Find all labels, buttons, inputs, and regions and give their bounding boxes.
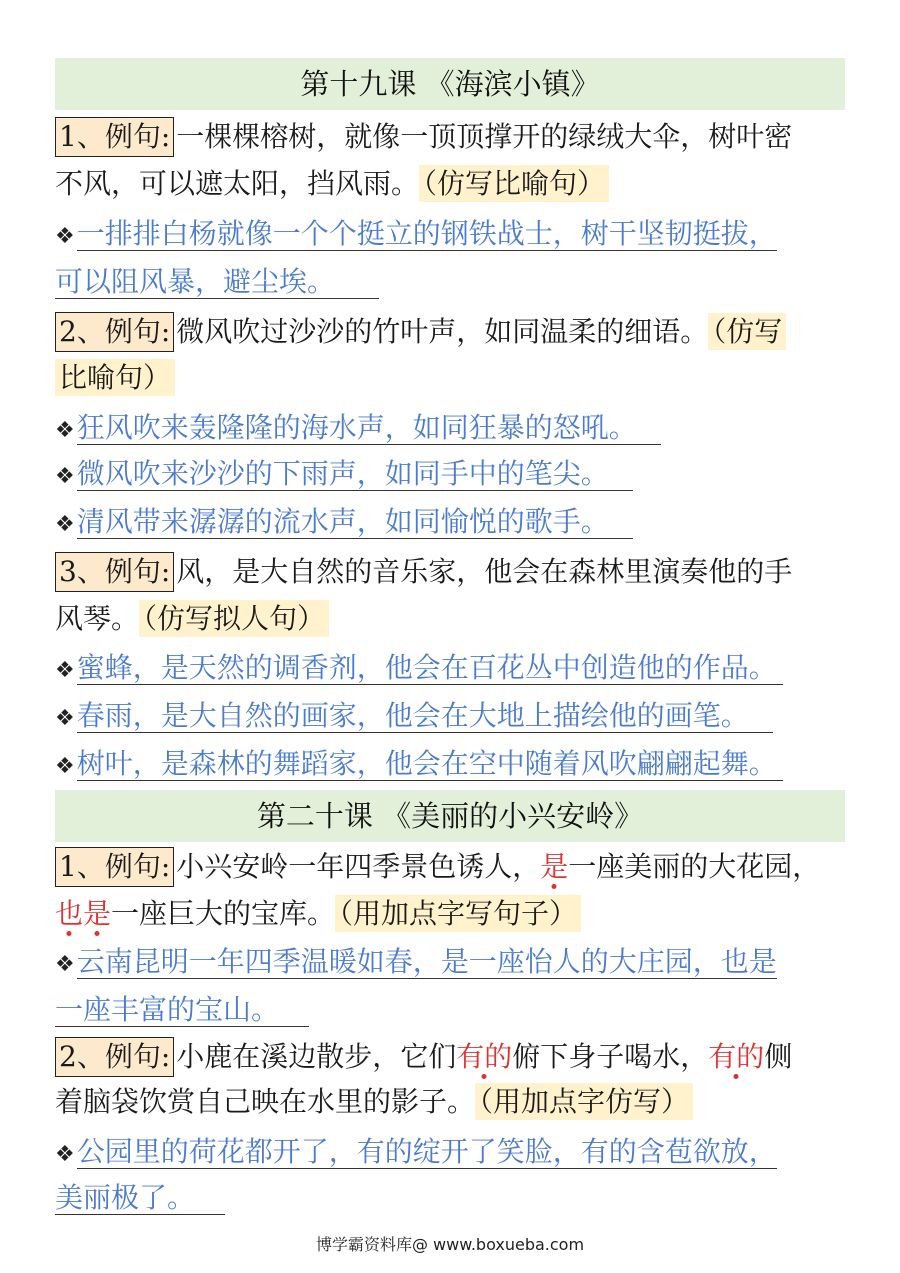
l19-q2-answer-line3 bbox=[55, 500, 633, 547]
l20-q1-answer-line1 bbox=[55, 940, 777, 987]
l19-q3-answer2: 春雨，是大自然的画家，他会在大地上描绘他的画笔。 bbox=[77, 699, 773, 733]
l19-q3-text2: 风琴。 bbox=[55, 602, 140, 635]
l19-q3-hint: （仿写拟人句） bbox=[139, 600, 329, 637]
l19-q2-answer3: 清风带来潺潺的流水声，如同愉悦的歌手。 bbox=[77, 505, 633, 539]
l19-q3-tag: 3、例句: bbox=[55, 552, 174, 592]
l19-q3-line1 bbox=[55, 550, 855, 594]
l19-q1-hint: （仿写比喻句） bbox=[419, 165, 609, 202]
l20-q1-dotted-shi2: 是 bbox=[83, 897, 112, 930]
lesson20-title: 第二十课 《美丽的小兴安岭》 bbox=[55, 790, 845, 842]
l19-q2-line1 bbox=[55, 310, 855, 354]
bullet-icon: ❖ bbox=[55, 952, 75, 977]
l20-q2-text1a: 小鹿在溪边散步，它们 bbox=[176, 1040, 457, 1073]
l20-q2-hint: （用加点字仿写） bbox=[475, 1083, 693, 1120]
l20-q1-line1 bbox=[55, 845, 855, 889]
bullet-icon: ❖ bbox=[55, 754, 75, 779]
l20-q1-dotted-shi: 是 bbox=[540, 850, 569, 883]
l20-q1-line2 bbox=[55, 892, 855, 936]
l20-q1-hint: （用加点字写句子） bbox=[335, 895, 581, 932]
l19-q3-answer-line2 bbox=[55, 694, 773, 741]
l20-q2-tag: 2、例句: bbox=[55, 1037, 174, 1077]
l19-q1-line2 bbox=[55, 162, 855, 206]
l19-q1-text1: 一棵棵榕树，就像一顶顶撑开的绿绒大伞，树叶密 bbox=[176, 120, 793, 153]
l19-q3-answer3: 树叶，是森林的舞蹈家，他会在空中随着风吹翩翩起舞。 bbox=[77, 747, 783, 781]
footer-watermark: 博学霸资料库@ www.boxueba.com bbox=[315, 1235, 585, 1254]
l19-q2-hint1: （仿写 bbox=[708, 313, 786, 350]
l20-q1-text2c: 一座巨大的宝库。 bbox=[111, 897, 336, 930]
l19-q3-text1: 风，是大自然的音乐家，他会在森林里演奏他的手 bbox=[176, 555, 793, 588]
bullet-icon: ❖ bbox=[55, 706, 75, 731]
l20-q2-text2: 着脑袋饮赏自己映在水里的影子。 bbox=[55, 1085, 476, 1118]
l20-q2-text1e: 侧 bbox=[764, 1040, 793, 1073]
l19-q1-text2: 不风，可以遮太阳，挡风雨。 bbox=[55, 167, 420, 200]
bullet-icon: ❖ bbox=[55, 658, 75, 683]
bullet-icon: ❖ bbox=[55, 418, 75, 443]
l19-q3-answer1: 蜜蜂，是天然的调香剂，他会在百花丛中创造他的作品。 bbox=[77, 651, 783, 685]
l20-q1-answer1: 云南昆明一年四季温暖如春，是一座怡人的大庄园，也是 bbox=[76, 945, 777, 978]
l19-q1-answer-line1 bbox=[55, 212, 777, 259]
bullet-icon: ❖ bbox=[55, 512, 75, 537]
l19-q1-line1 bbox=[55, 115, 855, 159]
bullet-icon: ❖ bbox=[55, 224, 75, 249]
l19-q1-answer1: 一排排白杨就像一个个挺立的钢铁战士，树干坚韧挺拔， bbox=[76, 217, 777, 250]
l19-q2-tag: 2、例句: bbox=[55, 312, 174, 352]
l19-q1-answer2: 可以阻风暴，避尘埃。 bbox=[55, 265, 379, 299]
l20-q2-answer-line1 bbox=[55, 1130, 777, 1177]
l19-q2-answer1: 狂风吹来轰隆隆的海水声，如同狂暴的怒吼。 bbox=[77, 411, 661, 445]
l20-q2-answer-line2 bbox=[55, 1176, 225, 1220]
l19-q3-line2 bbox=[55, 597, 855, 641]
l19-q2-hint2: 比喻句） bbox=[55, 359, 175, 396]
l19-q2-line2 bbox=[55, 356, 855, 400]
l20-q1-dotted-ye: 也 bbox=[55, 897, 84, 930]
l20-q1-tag: 1、例句: bbox=[55, 847, 174, 887]
l20-q2-line1 bbox=[55, 1035, 855, 1079]
l19-q2-text1: 微风吹过沙沙的竹叶声，如同温柔的细语。 bbox=[176, 315, 709, 348]
l20-q1-text1c: 一座美丽的大花园， bbox=[568, 850, 821, 883]
l20-q2-dotted-youde2: 有的 bbox=[708, 1040, 765, 1073]
l19-q2-answer2: 微风吹来沙沙的下雨声，如同手中的笔尖。 bbox=[77, 457, 633, 491]
l19-q3-answer-line3 bbox=[55, 742, 783, 789]
l20-q2-line2 bbox=[55, 1080, 855, 1124]
l19-q1-answer-line2 bbox=[55, 260, 379, 304]
lesson19-title: 第十九课 《海滨小镇》 bbox=[55, 58, 845, 110]
bullet-icon: ❖ bbox=[55, 1142, 75, 1167]
l20-q1-answer2: 一座丰富的宝山。 bbox=[55, 993, 309, 1027]
bullet-icon: ❖ bbox=[55, 464, 75, 489]
l19-q3-answer-line1 bbox=[55, 646, 783, 693]
l20-q1-text1a: 小兴安岭一年四季景色诱人， bbox=[176, 850, 541, 883]
l20-q2-dotted-youde1: 有的 bbox=[456, 1040, 513, 1073]
l20-q2-answer1: 公园里的荷花都开了，有的绽开了笑脸，有的含苞欲放， bbox=[76, 1135, 777, 1168]
l20-q2-text1c: 俯下身子喝水， bbox=[512, 1040, 709, 1073]
l20-q1-answer-line2 bbox=[55, 988, 309, 1032]
l19-q2-answer-line1 bbox=[55, 406, 661, 453]
l19-q1-tag: 1、例句: bbox=[55, 117, 174, 157]
l19-q2-answer-line2 bbox=[55, 452, 633, 499]
l20-q2-answer2: 美丽极了。 bbox=[55, 1181, 225, 1215]
